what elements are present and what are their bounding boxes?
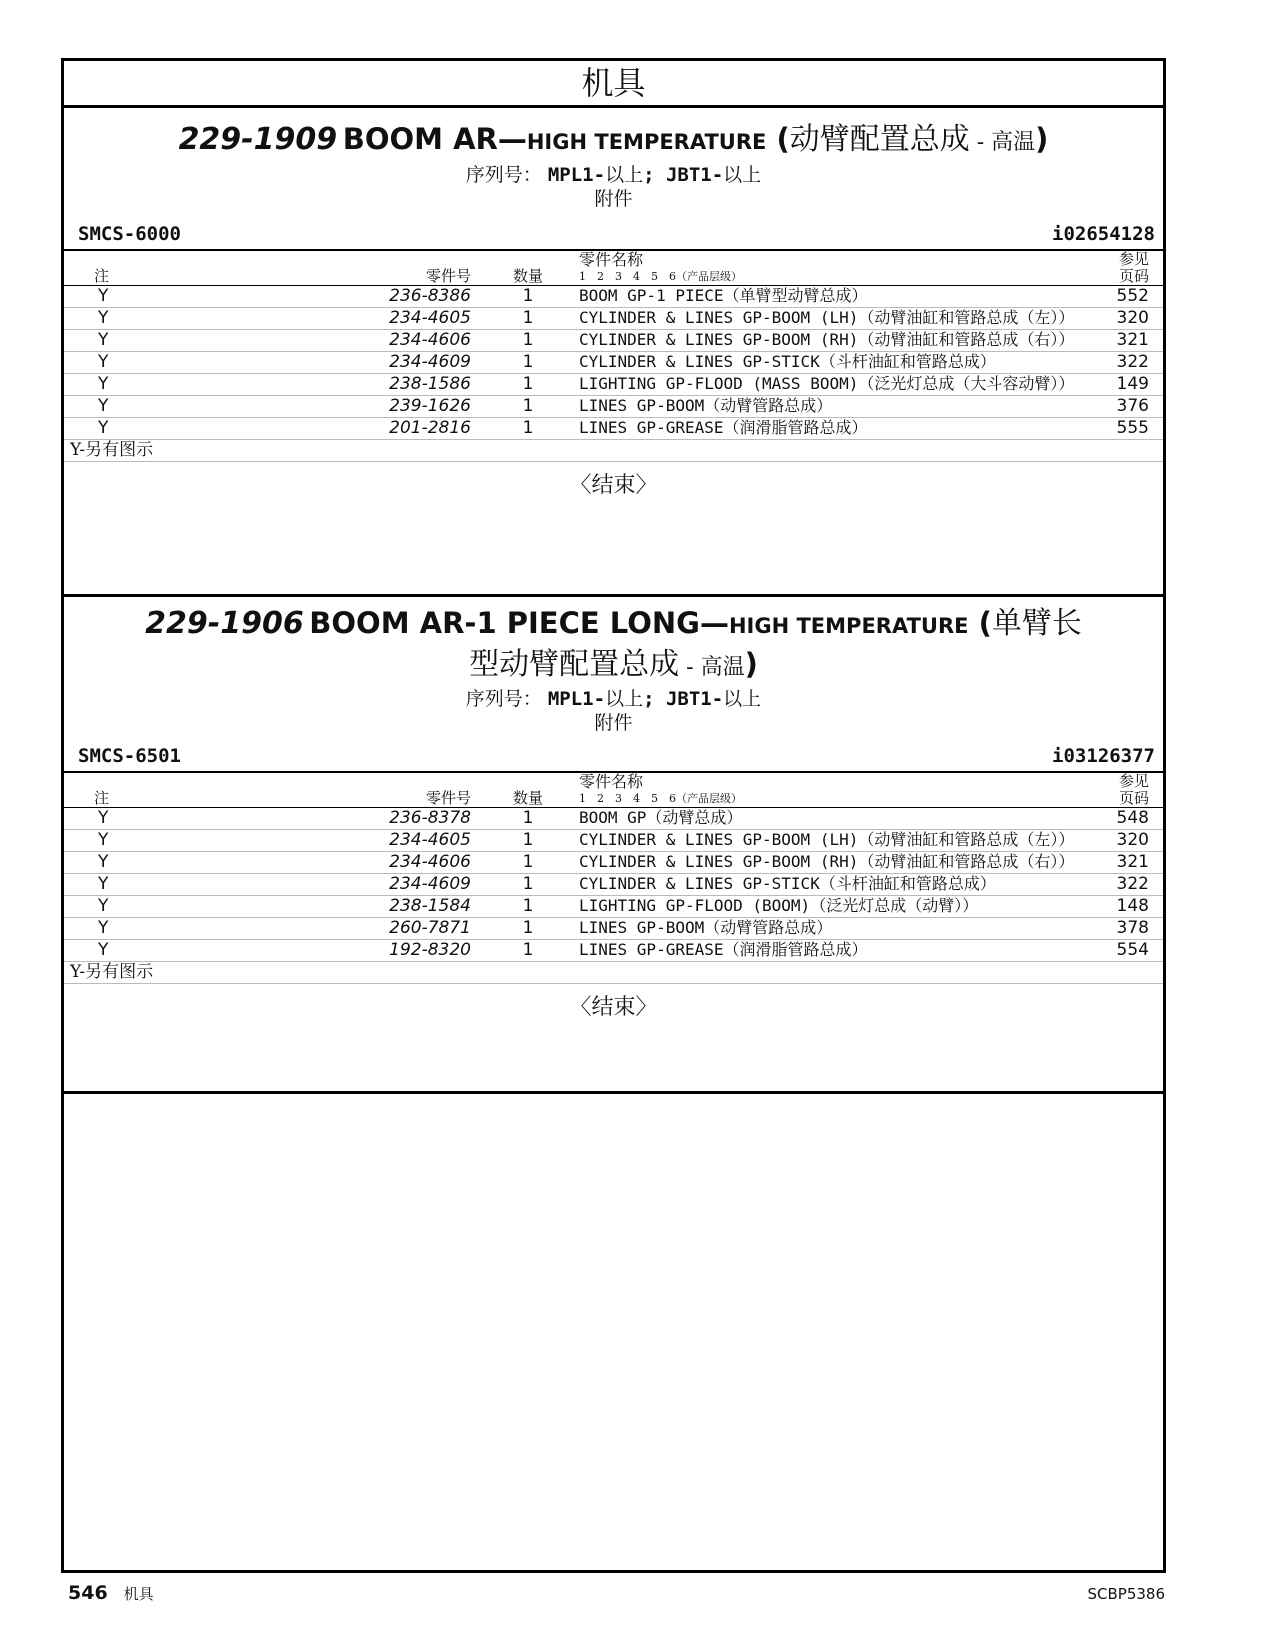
row-part-number: 234-4609 <box>194 352 477 374</box>
table-row <box>64 374 1163 396</box>
table-header-row <box>64 773 1163 808</box>
row-note: Y <box>64 418 194 440</box>
illustration-id: i02654128 <box>1052 223 1155 245</box>
row-part-name: CYLINDER & LINES GP-BOOM (LH)（动臂油缸和管路总成（左）） <box>579 830 1069 852</box>
group-chinese-name-cont: 型动臂配置总成 <box>469 647 680 682</box>
smcs-code: SMCS-6000 <box>78 223 181 245</box>
attachment-label: 附件 <box>594 188 633 210</box>
row-part-name: CYLINDER & LINES GP-BOOM (RH)（动臂油缸和管路总成（右）） <box>579 330 1069 352</box>
row-quantity: 1 <box>477 286 579 308</box>
row-page-ref[interactable]: 320 <box>1069 308 1163 330</box>
serial-separator: ; <box>643 164 666 186</box>
table-row <box>64 874 1163 896</box>
row-note: Y <box>64 852 194 874</box>
parts-section-2 <box>64 597 1163 1094</box>
col-page-label-b: 页码 <box>1118 789 1149 807</box>
row-part-name: LINES GP-BOOM（动臂管路总成） <box>579 396 1069 418</box>
serial-label: 序列号： <box>465 688 542 710</box>
row-part-number: 238-1584 <box>194 896 477 918</box>
title-paren-close: ) <box>744 647 758 681</box>
row-page-ref[interactable]: 376 <box>1069 396 1163 418</box>
section-title-continued <box>64 646 1163 687</box>
row-note: Y <box>64 940 194 962</box>
table-row <box>64 918 1163 940</box>
row-part-name: LINES GP-GREASE（润滑脂管路总成） <box>579 418 1069 440</box>
row-part-name: CYLINDER & LINES GP-BOOM (LH)（动臂油缸和管路总成（左）） <box>579 308 1069 330</box>
serial-range-b: 以上 <box>723 164 762 186</box>
row-page-ref[interactable]: 321 <box>1069 852 1163 874</box>
row-part-name: CYLINDER & LINES GP-STICK（斗杆油缸和管路总成） <box>579 352 1069 374</box>
group-chinese-tail: 高温 <box>700 655 745 680</box>
row-page-ref[interactable]: 548 <box>1069 808 1163 830</box>
row-quantity: 1 <box>477 418 579 440</box>
section-meta <box>64 741 1163 773</box>
group-suffix: HIGH TEMPERATURE <box>526 130 767 154</box>
row-page-ref[interactable]: 378 <box>1069 918 1163 940</box>
row-quantity: 1 <box>477 940 579 962</box>
row-part-number: 234-4609 <box>194 874 477 896</box>
table-header-row <box>64 251 1163 286</box>
end-marker: 〈结束〉 <box>569 473 658 498</box>
serial-label: 序列号： <box>465 164 542 186</box>
row-note: Y <box>64 808 194 830</box>
attachment-label: 附件 <box>594 712 633 734</box>
page-number: 546 <box>68 1582 108 1604</box>
illustration-id: i03126377 <box>1052 745 1155 767</box>
title-paren-open: ( <box>766 122 790 156</box>
group-part-number: 229-1906 <box>145 606 304 641</box>
serial-range-a: 以上 <box>605 164 644 186</box>
row-quantity: 1 <box>477 352 579 374</box>
serial-numbers <box>64 163 1163 187</box>
col-part-header: 零件号 <box>194 773 477 808</box>
title-paren-open: ( <box>968 606 992 640</box>
serial-prefix-a: MPL1- <box>547 164 606 186</box>
row-note: Y <box>64 308 194 330</box>
row-part-number: 234-4606 <box>194 852 477 874</box>
col-note-header: 注 <box>64 773 194 808</box>
row-part-number: 192-8320 <box>194 940 477 962</box>
end-marker: 〈结束〉 <box>569 995 658 1020</box>
row-note: Y <box>64 874 194 896</box>
section-title <box>64 120 1163 163</box>
row-note: Y <box>64 352 194 374</box>
col-name-header <box>579 251 1069 286</box>
col-qty-header: 数量 <box>477 251 579 286</box>
table-row <box>64 852 1163 874</box>
row-quantity: 1 <box>477 830 579 852</box>
row-part-number: 234-4605 <box>194 308 477 330</box>
row-page-ref[interactable]: 321 <box>1069 330 1163 352</box>
col-name-label: 零件名称 <box>579 250 644 269</box>
row-part-name: LINES GP-GREASE（润滑脂管路总成） <box>579 940 1069 962</box>
footer-section: 机具 <box>123 1585 154 1603</box>
group-part-number: 229-1909 <box>178 122 338 157</box>
row-note: Y <box>64 396 194 418</box>
col-name-header <box>579 773 1069 808</box>
group-suffix: HIGH TEMPERATURE <box>728 614 969 638</box>
row-quantity: 1 <box>477 396 579 418</box>
serial-prefix-b: JBT1- <box>665 688 724 710</box>
row-page-ref[interactable]: 149 <box>1069 374 1163 396</box>
row-quantity: 1 <box>477 374 579 396</box>
col-levels-label: 1 2 3 4 5 6（产品层级） <box>579 792 742 805</box>
table-row <box>64 808 1163 830</box>
row-part-number: 260-7871 <box>194 918 477 940</box>
group-name: BOOM AR-1 PIECE LONG <box>309 606 700 640</box>
row-note: Y <box>64 330 194 352</box>
title-cn-separator: - <box>969 130 992 155</box>
row-quantity: 1 <box>477 808 579 830</box>
parts-table <box>64 251 1163 440</box>
group-chinese-tail: 高温 <box>991 130 1036 155</box>
group-chinese-name: 单臂长 <box>991 606 1082 641</box>
col-page-header <box>1069 773 1163 808</box>
row-page-ref[interactable]: 554 <box>1069 940 1163 962</box>
row-part-number: 236-8386 <box>194 286 477 308</box>
section-meta <box>64 219 1163 251</box>
row-page-ref[interactable]: 555 <box>1069 418 1163 440</box>
table-row <box>64 418 1163 440</box>
smcs-code: SMCS-6501 <box>78 745 181 767</box>
footnote: Y-另有图示 <box>64 440 1163 462</box>
table-row <box>64 286 1163 308</box>
title-cn-separator: - <box>679 655 701 680</box>
table-row <box>64 830 1163 852</box>
row-part-name: CYLINDER & LINES GP-BOOM (RH)（动臂油缸和管路总成（右）） <box>579 852 1069 874</box>
footnote: Y-另有图示 <box>64 962 1163 984</box>
section-title-block <box>64 108 1163 211</box>
row-note: Y <box>64 286 194 308</box>
row-page-ref[interactable]: 148 <box>1069 896 1163 918</box>
row-quantity: 1 <box>477 874 579 896</box>
col-page-label-a: 参见 <box>1118 250 1149 268</box>
col-qty-header: 数量 <box>477 773 579 808</box>
section-title <box>64 605 1163 646</box>
table-row <box>64 330 1163 352</box>
row-part-number: 201-2816 <box>194 418 477 440</box>
row-page-ref[interactable]: 322 <box>1069 352 1163 374</box>
page-footer <box>68 1582 1165 1606</box>
col-levels-label: 1 2 3 4 5 6（产品层级） <box>579 270 742 283</box>
row-note: Y <box>64 896 194 918</box>
row-part-name: LIGHTING GP-FLOOD (BOOM)（泛光灯总成（动臂）） <box>579 896 1069 918</box>
row-page-ref[interactable]: 322 <box>1069 874 1163 896</box>
table-row <box>64 896 1163 918</box>
col-page-label-a: 参见 <box>1118 772 1149 790</box>
row-part-name: LINES GP-BOOM（动臂管路总成） <box>579 918 1069 940</box>
row-part-number: 234-4606 <box>194 330 477 352</box>
row-part-number: 236-8378 <box>194 808 477 830</box>
col-note-header: 注 <box>64 251 194 286</box>
serial-range-b: 以上 <box>723 688 762 710</box>
serial-range-a: 以上 <box>605 688 644 710</box>
row-part-name: LIGHTING GP-FLOOD (MASS BOOM)（泛光灯总成（大斗容动臂）） <box>579 374 1069 396</box>
col-page-header <box>1069 251 1163 286</box>
row-note: Y <box>64 830 194 852</box>
row-part-number: 234-4605 <box>194 830 477 852</box>
row-quantity: 1 <box>477 308 579 330</box>
row-note: Y <box>64 918 194 940</box>
row-note: Y <box>64 374 194 396</box>
serial-numbers <box>64 687 1163 711</box>
serial-prefix-a: MPL1- <box>547 688 606 710</box>
title-dash: — <box>497 122 527 156</box>
table-row <box>64 308 1163 330</box>
row-part-name: CYLINDER & LINES GP-STICK（斗杆油缸和管路总成） <box>579 874 1069 896</box>
group-chinese-name: 动臂配置总成 <box>789 122 970 157</box>
row-quantity: 1 <box>477 918 579 940</box>
row-page-ref[interactable]: 552 <box>1069 286 1163 308</box>
group-name: BOOM AR <box>342 122 498 156</box>
col-part-header: 零件号 <box>194 251 477 286</box>
page-header-title: 机具 <box>64 61 1163 108</box>
row-quantity: 1 <box>477 896 579 918</box>
document-code: SCBP5386 <box>1087 1585 1165 1603</box>
parts-section-1 <box>64 108 1163 597</box>
col-page-label-b: 页码 <box>1118 267 1149 285</box>
parts-table <box>64 773 1163 962</box>
serial-prefix-b: JBT1- <box>665 164 724 186</box>
serial-separator: ; <box>643 688 666 710</box>
row-part-number: 239-1626 <box>194 396 477 418</box>
row-part-number: 238-1586 <box>194 374 477 396</box>
row-quantity: 1 <box>477 852 579 874</box>
table-row <box>64 396 1163 418</box>
page-frame <box>61 58 1166 1573</box>
title-paren-close: ) <box>1035 122 1049 156</box>
title-dash: — <box>699 606 729 640</box>
row-quantity: 1 <box>477 330 579 352</box>
col-name-label: 零件名称 <box>579 772 644 791</box>
row-part-name: BOOM GP-1 PIECE（单臂型动臂总成） <box>579 286 1069 308</box>
section-title-block <box>64 597 1163 735</box>
table-row <box>64 352 1163 374</box>
row-page-ref[interactable]: 320 <box>1069 830 1163 852</box>
row-part-name: BOOM GP（动臂总成） <box>579 808 1069 830</box>
table-row <box>64 940 1163 962</box>
